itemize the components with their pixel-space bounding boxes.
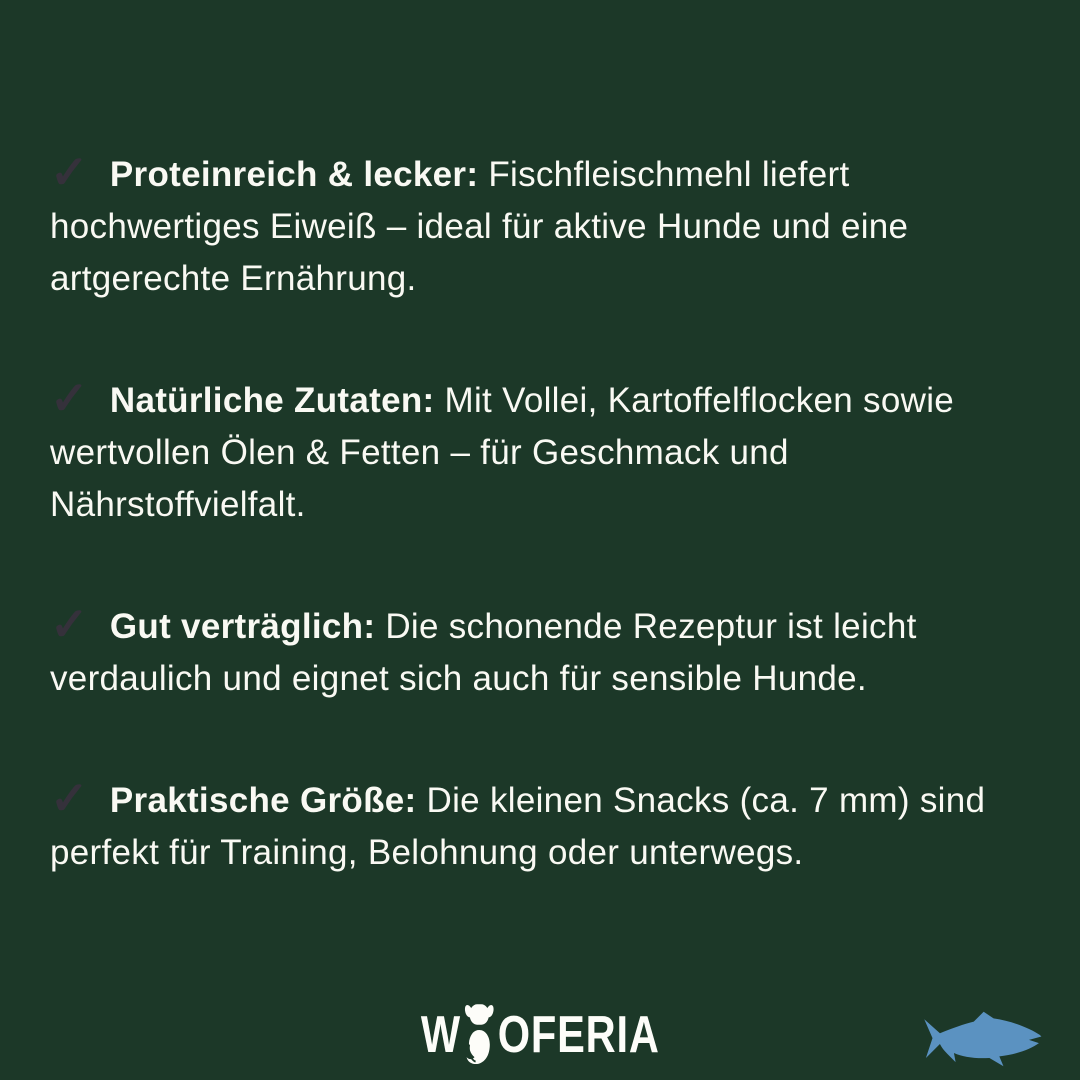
checkmark-icon: ✓ — [50, 146, 89, 198]
fish-icon — [906, 1006, 1058, 1072]
benefit-title: Proteinreich & lecker: — [109, 155, 479, 194]
logo-letters-oferia: OFERIA — [497, 1006, 660, 1064]
benefit-item-protein — [50, 146, 1040, 305]
benefit-text: Fischfleischmehl liefert hochwertiges Eiweiß – ideal für aktive Hunde und eine artgerechte Ernährung. — [50, 155, 909, 298]
benefits-list — [50, 146, 1040, 946]
benefit-title: Natürliche Zutaten: — [109, 381, 435, 420]
benefit-item-ingredients — [50, 372, 1040, 531]
logo-letter-w: W — [420, 1006, 461, 1064]
checkmark-icon: ✓ — [50, 598, 89, 650]
benefit-title: Praktische Größe: — [109, 781, 417, 820]
benefit-title: Gut verträglich: — [109, 607, 376, 646]
checkmark-icon: ✓ — [50, 372, 89, 424]
dog-icon — [462, 1001, 496, 1067]
checkmark-icon: ✓ — [50, 772, 89, 824]
benefit-text: Die schonende Rezeptur ist leicht verdaulich und eignet sich auch für sensible Hunde. — [50, 607, 917, 698]
benefit-item-digestibility — [50, 598, 1040, 705]
benefit-text: Die kleinen Snacks (ca. 7 mm) sind perfekt für Training, Belohnung oder unterwegs. — [50, 781, 986, 872]
benefit-text: Mit Vollei, Kartoffelflocken sowie wertvollen Ölen & Fetten – für Geschmack und Nährstoffvielfalt. — [50, 381, 955, 524]
benefit-item-size — [50, 772, 1040, 879]
wooferia-logo — [421, 1002, 660, 1068]
